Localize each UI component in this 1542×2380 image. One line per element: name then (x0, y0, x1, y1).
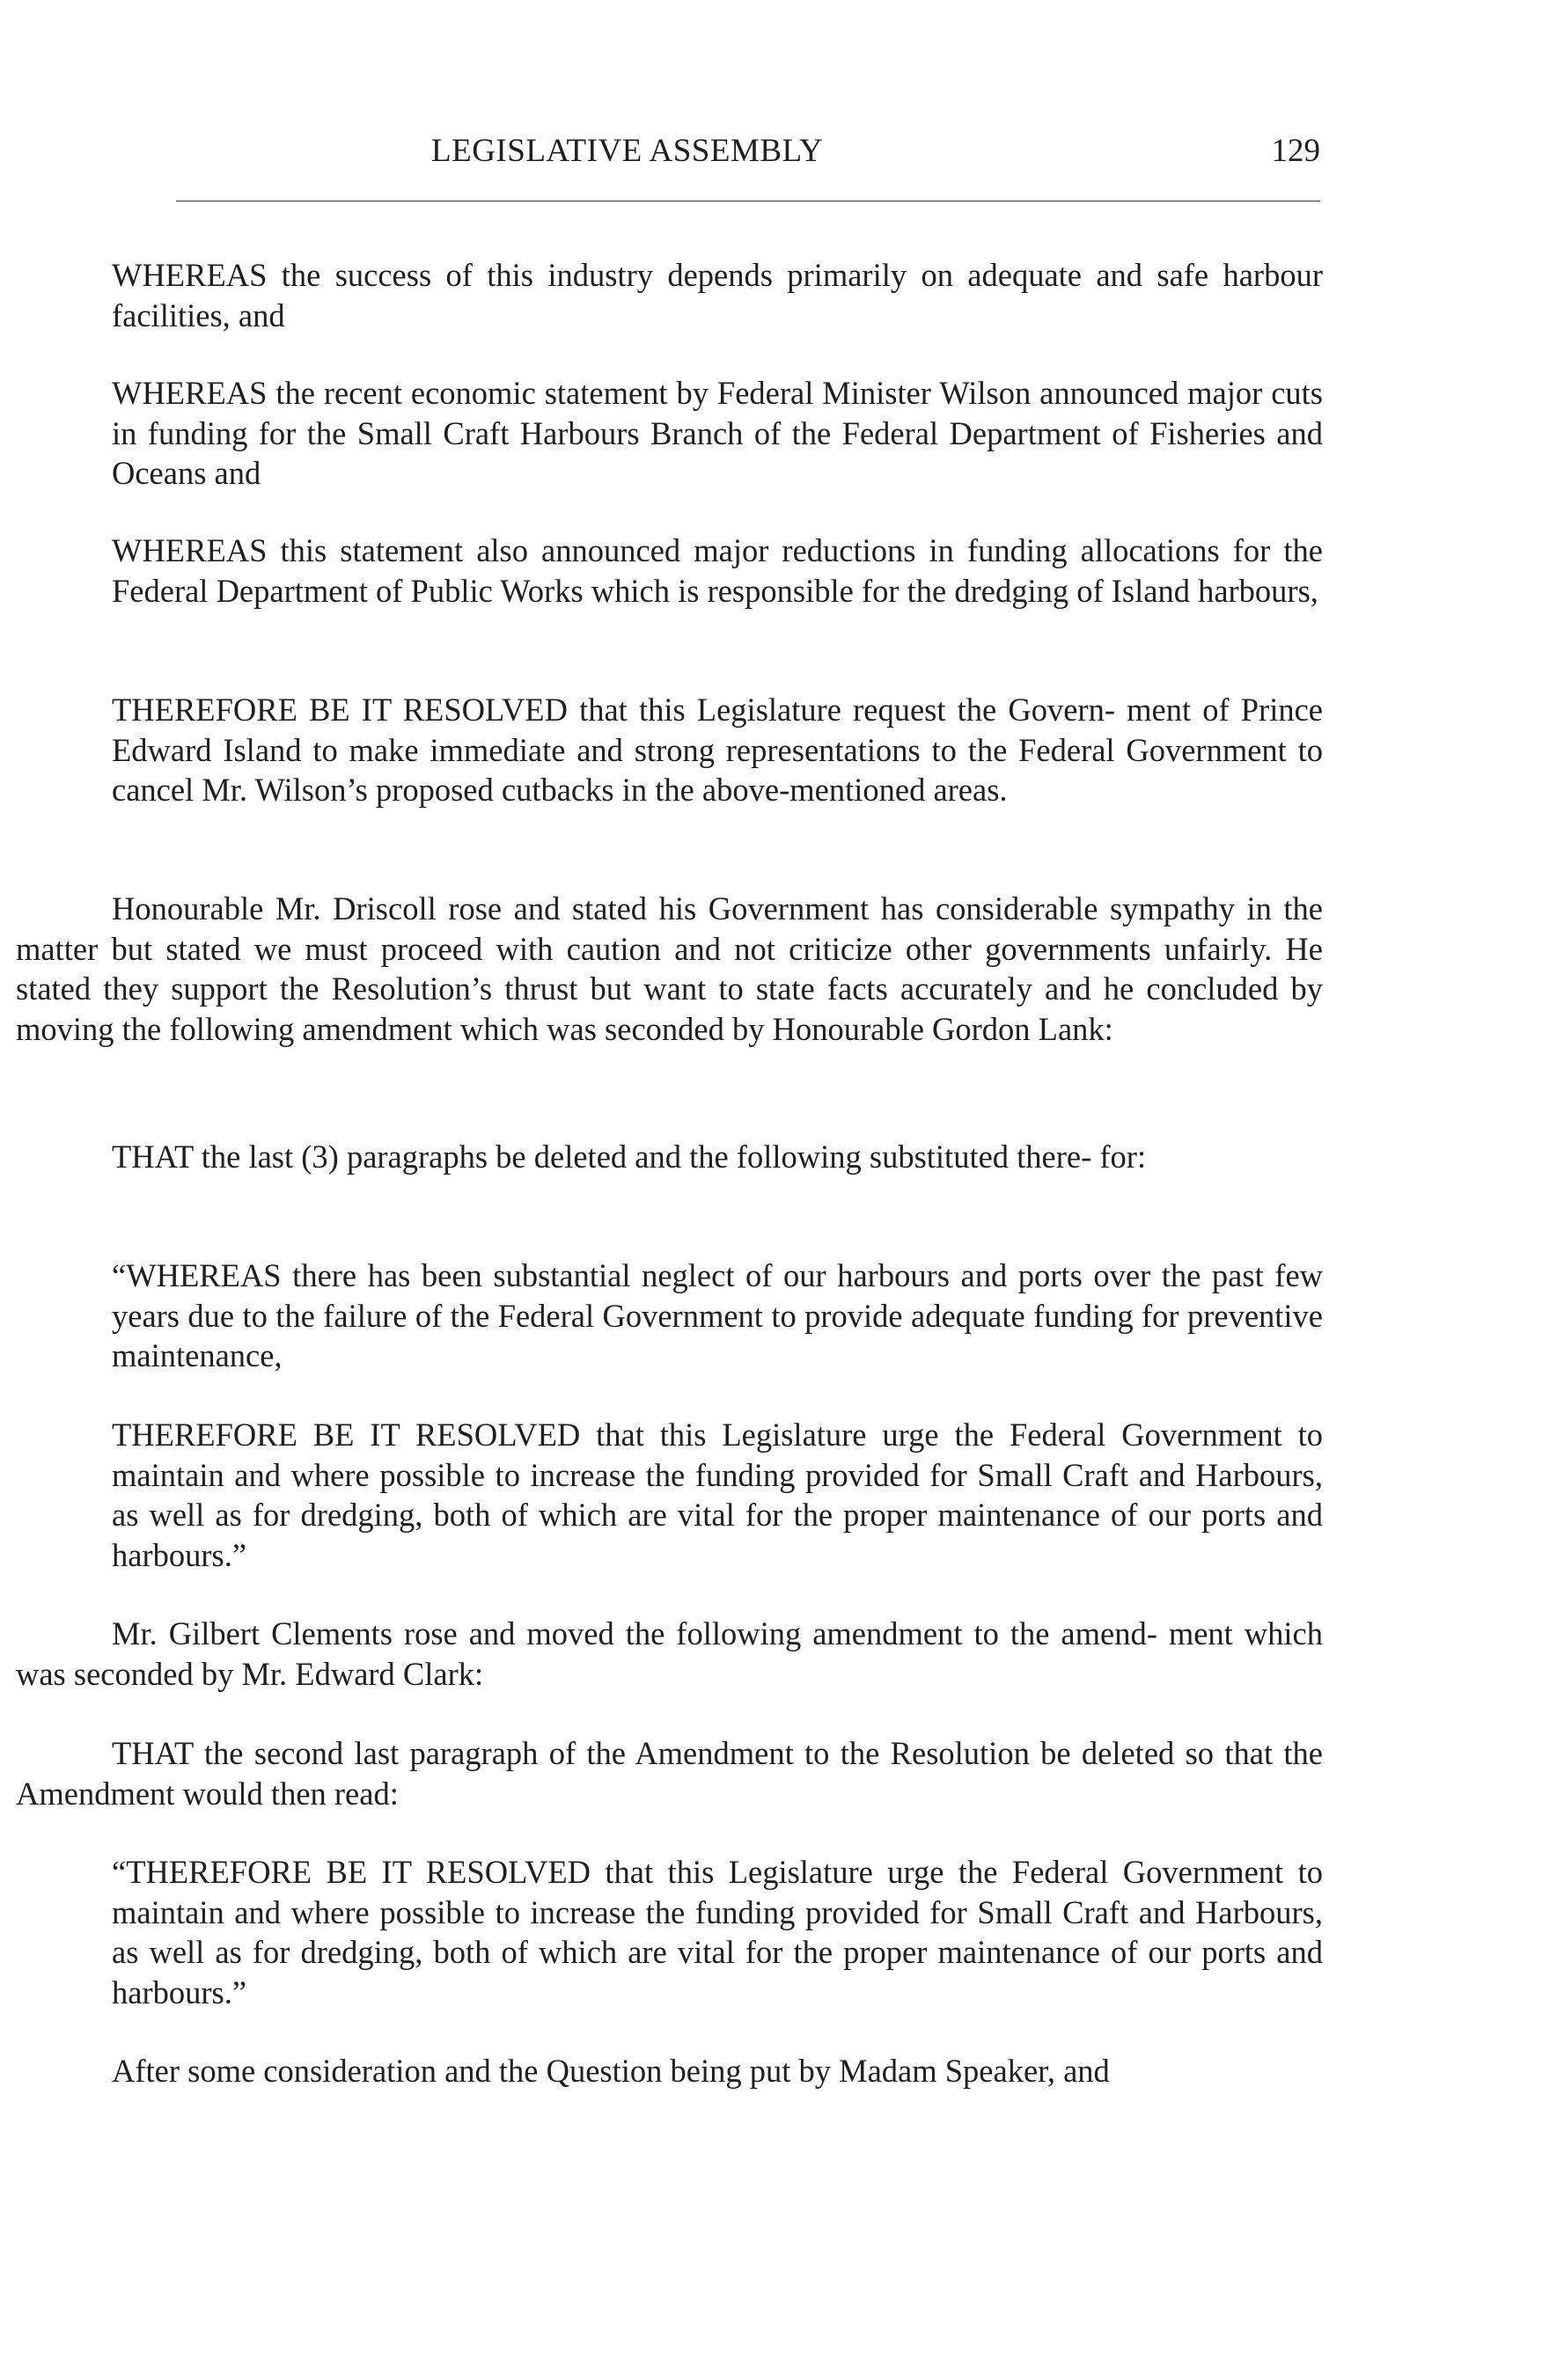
running-header (176, 132, 1320, 179)
subamendment-paragraph: THAT the second last paragraph of the Amendment to the Resolution be deleted so that the Amendment would then read: (16, 1735, 1323, 1812)
driscoll-statement-paragraph: Honourable Mr. Driscoll rose and stated his Government has considerable sympathy in the matter but stated we must proceed with caution and not criticize other governments unfairly. He stated they support the Resolution’s thrust but want to state facts accurately and he concluded by moving the following amendment which was seconded by Honourable Gordon Lank: (16, 890, 1323, 1047)
question-put-paragraph: After some consideration and the Question being put by Madam Speaker, and (112, 2053, 1110, 2089)
clements-motion-paragraph: Mr. Gilbert Clements rose and moved the following amendment to the amend- ment which was seconded by Mr. Edward Clark: (16, 1615, 1323, 1692)
whereas-paragraph-1: WHEREAS the success of this industry depends primarily on adequate and safe harbour facilities, and (112, 257, 1323, 333)
running-header-title: LEGISLATIVE ASSEMBLY (431, 133, 824, 169)
whereas-paragraph-2: WHEREAS the recent economic statement by Federal Minister Wilson announced major cuts in funding for the Small Craft Harbours Branch of the Federal Department of Fisheries and Oceans and (112, 375, 1323, 492)
amendment-resolved-paragraph: THEREFORE BE IT RESOLVED that this Legislature urge the Federal Government to maintain and where possible to increase the funding provided for Small Craft and Harbours, as well as for dredging, both of which are vital for the proper maintenance of our ports and harbours.” (112, 1417, 1323, 1573)
amendment-whereas-paragraph: “WHEREAS there has been substantial neglect of our harbours and ports over the past few years due to the failure of the Federal Government to provide adequate funding for preventive maintenance, (112, 1257, 1323, 1374)
page-number: 129 (1271, 133, 1320, 169)
whereas-paragraph-3: WHEREAS this statement also announced major reductions in funding allocations for the Federal Department of Public Works which is responsible for the dredging of Island harbours, (112, 532, 1323, 609)
resolved-paragraph-1: THEREFORE BE IT RESOLVED that this Legislature request the Govern- ment of Prince Edward Island to make immediate and strong representations to the Federal Government to cancel Mr. Wilson’s proposed cutbacks in the above-mentioned areas. (112, 692, 1323, 809)
amendment-paragraph: THAT the last (3) paragraphs be deleted and the following substituted there- for: (112, 1139, 1147, 1175)
amended-resolved-paragraph: “THEREFORE BE IT RESOLVED that this Legislature urge the Federal Government to maintain and where possible to increase the funding provided for Small Craft and Harbours, as well as for dredging, both of which are vital for the proper maintenance of our ports and harbours.” (112, 1854, 1323, 2010)
